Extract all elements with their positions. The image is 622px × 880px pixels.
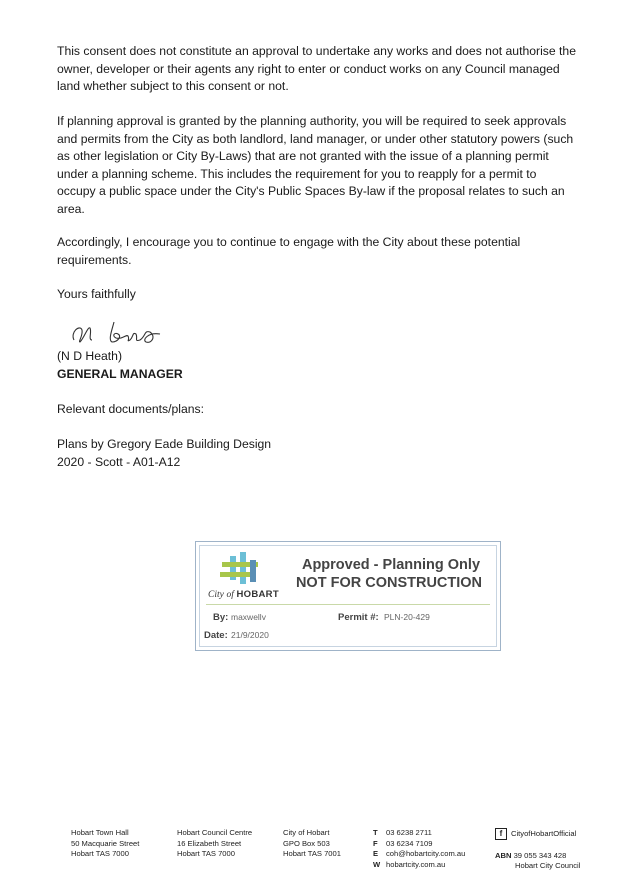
documents-label: Relevant documents/plans: [57, 402, 205, 416]
stamp-date-label: Date: [204, 630, 228, 641]
city-of: of [226, 590, 234, 600]
paragraph-approvals: If planning approval is granted by the planning authority, you will be required to seek approvals and permits from the City as both landlord, land manager, or under other statutory powers (such as other legislation or City By-Laws) that are not granted with the issue of a planning permit under a planning scheme. This includes the requirement for you to reapply for a permit to occupy a public space under the City's Public Spaces By-law if the proposal relates to such an area. [57, 114, 574, 216]
stamp-city-name [208, 589, 279, 600]
paragraph-consent: This consent does not constitute an approval to undertake any works and does not authorise the owner, developer or their agents any right to enter or conduct works on any Council managed land whether subject to this consent or not. [57, 44, 576, 93]
stamp-divider [206, 604, 490, 605]
abn-value: 39 055 343 428 [513, 850, 567, 860]
footer-line: GPO Box 503 [283, 838, 330, 848]
signatory-name: (N D Heath) [57, 349, 123, 363]
footer-phone [373, 828, 465, 839]
footer-line: City of Hobart [283, 828, 330, 837]
footer-line: Hobart TAS 7000 [71, 849, 129, 858]
abn-label: ABN [495, 850, 512, 860]
footer-spacer [495, 840, 580, 851]
stamp-approved-text: Approved - Planning Only [301, 557, 481, 573]
footer-facebook[interactable] [495, 828, 580, 840]
city-name: HOBART [236, 589, 279, 600]
document-line: 2020 - Scott - A01-A12 [57, 455, 181, 469]
footer-council-name: Hobart City Council [515, 861, 581, 870]
closing-text: Yours faithfully [57, 287, 136, 301]
footer-email[interactable] [373, 849, 465, 860]
footer-line: Hobart Council Centre [177, 828, 253, 837]
footer-line: 16 Elizabeth Street [177, 838, 242, 848]
contact-key: E [373, 849, 379, 858]
footer-fax [373, 839, 465, 850]
footer-line: Hobart Town Hall [71, 828, 129, 837]
stamp-by-label: By: [213, 612, 229, 623]
stamp-permit-label: Permit #: [338, 612, 379, 623]
facebook-handle[interactable]: CityofHobartOfficial [511, 829, 577, 838]
footer-contacts [373, 828, 465, 870]
contact-value[interactable]: coh@hobartcity.com.au [386, 849, 466, 858]
paragraph-engage: Accordingly, I encourage you to continue to engage with the City about these potential requirements. [57, 235, 521, 267]
footer-council-centre [177, 828, 252, 860]
facebook-icon: f [495, 828, 507, 840]
signatory-title: GENERAL MANAGER [57, 367, 183, 381]
footer-line: 50 Macquarie Street [71, 838, 140, 848]
footer-town-hall [71, 828, 139, 860]
stamp-permit-value: PLN-20-429 [384, 612, 430, 622]
contact-value: 03 6234 7109 [386, 838, 433, 848]
city-prefix: City [208, 590, 224, 600]
contact-value[interactable]: hobartcity.com.au [386, 859, 446, 869]
contact-key: F [373, 838, 378, 848]
footer-abn [495, 851, 580, 862]
stamp-not-for-construction: NOT FOR CONSTRUCTION [295, 575, 483, 591]
footer-postal [283, 828, 341, 860]
signature [68, 318, 178, 352]
footer-line: Hobart TAS 7000 [177, 849, 235, 858]
contact-key: W [373, 859, 381, 869]
stamp-by-value: maxwellv [231, 612, 266, 622]
footer-social-abn [495, 828, 580, 872]
footer-line: Hobart TAS 7001 [283, 849, 341, 858]
contact-key: T [373, 828, 378, 837]
document-line: Plans by Gregory Eade Building Design [57, 437, 272, 451]
stamp-date-value: 21/9/2020 [231, 630, 269, 640]
approval-stamp [195, 541, 501, 651]
contact-value: 03 6238 2711 [386, 828, 432, 837]
footer-website[interactable] [373, 860, 465, 871]
